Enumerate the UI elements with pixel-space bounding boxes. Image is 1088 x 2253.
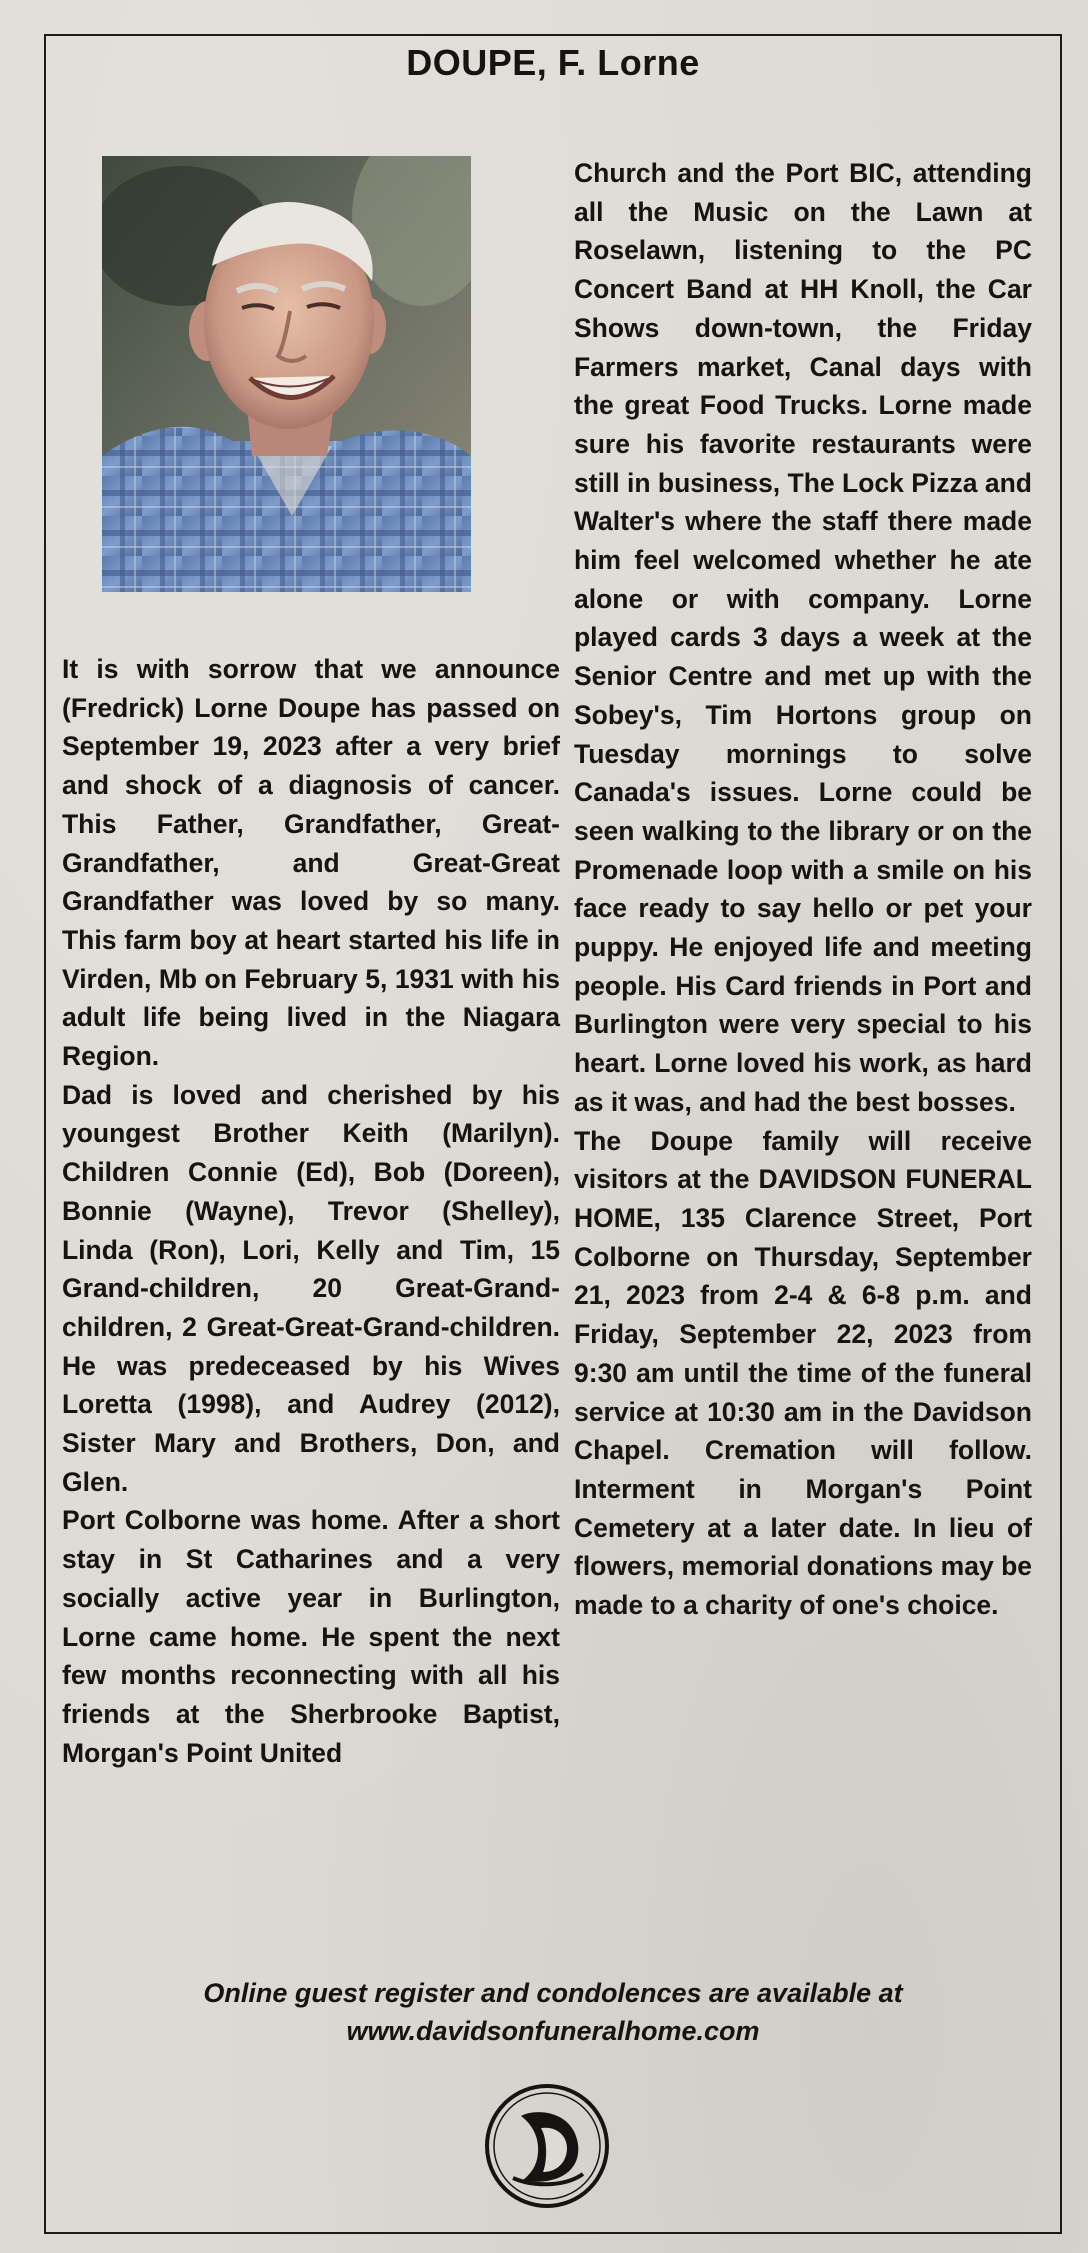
obituary-left-column xyxy=(62,650,560,1772)
obituary-paragraph: Dad is loved and cherished by his youngest Brother Keith (Marilyn). Children Connie (Ed), Bob (Doreen), Bonnie (Wayne), Trevor (Shelley), Linda (Ron), Lori, Kelly and Tim, 15 Grand-children, 20 Great-Grand-children, 2 Great-Great-Grand-children. He was predeceased by his Wives Loretta (1998), and Audrey (2012), Sister Mary and Brothers, Don, and Glen. xyxy=(62,1079,560,1497)
funeral-home-logo xyxy=(483,2082,611,2210)
obituary-heading: DOUPE, F. Lorne xyxy=(406,42,700,83)
obituary-paragraph: It is with sorrow that we announce (Fredrick) Lorne Doupe has passed on September 19, 2023 after a very brief and shock of a diagnosis of cancer. This Father, Grandfather, Great-Grandfather, and Great-Great Grandfather was loved by so many. This farm boy at heart started his life in Virden, Mb on February 5, 1931 with his adult life being lived in the Niagara Region. xyxy=(62,654,560,1072)
portrait-photo xyxy=(102,156,471,592)
guest-register-note: Online guest register and condolences are available at xyxy=(203,1978,903,2008)
funeral-home-website-link[interactable]: www.davidsonfuneralhome.com xyxy=(346,2016,760,2046)
obituary-paragraph: Port Colborne was home. After a short stay in St Catharines and a very socially active year in Burlington, Lorne came home. He spent the next few months reconnecting with all his friends at the Sherbrooke Baptist, Morgan's Point United xyxy=(62,1505,560,1768)
obituary-right-column xyxy=(574,154,1032,1625)
obituary-frame xyxy=(44,34,1062,2234)
obituary-paragraph: The Doupe family will receive visitors at the DAVIDSON FUNERAL HOME, 135 Clarence Street, Port Colborne on Thursday, September 21, 2023 from 2-4 & 6-8 p.m. and Friday, September 22, 2023 from 9:30 am until the time of the funeral service at 10:30 am in the Davidson Chapel. Cremation will follow. Interment in Morgan's Point Cemetery at a later date. In lieu of flowers, memorial donations may be made to a charity of one's choice. xyxy=(574,1125,1032,1621)
obituary-paragraph: Church and the Port BIC, attending all the Music on the Lawn at Roselawn, listening to the PC Concert Band at HH Knoll, the Car Shows down-town, the Friday Farmers market, Canal days with the great Food Trucks. Lorne made sure his favorite restaurants were still in business, The Lock Pizza and Walter's where the staff there made him feel welcomed whether he ate alone or with company. Lorne played cards 3 days a week at the Senior Centre and met up with the Sobey's, Tim Hortons group on Tuesday mornings to solve Canada's issues. Lorne could be seen walking to the library or on the Promenade loop with a smile on his face ready to say hello or pet your puppy. He enjoyed life and meeting people. His Card friends in Port and Burlington were very special to his heart. Lorne loved his work, as hard as it was, and had the best bosses. xyxy=(574,158,1032,1117)
